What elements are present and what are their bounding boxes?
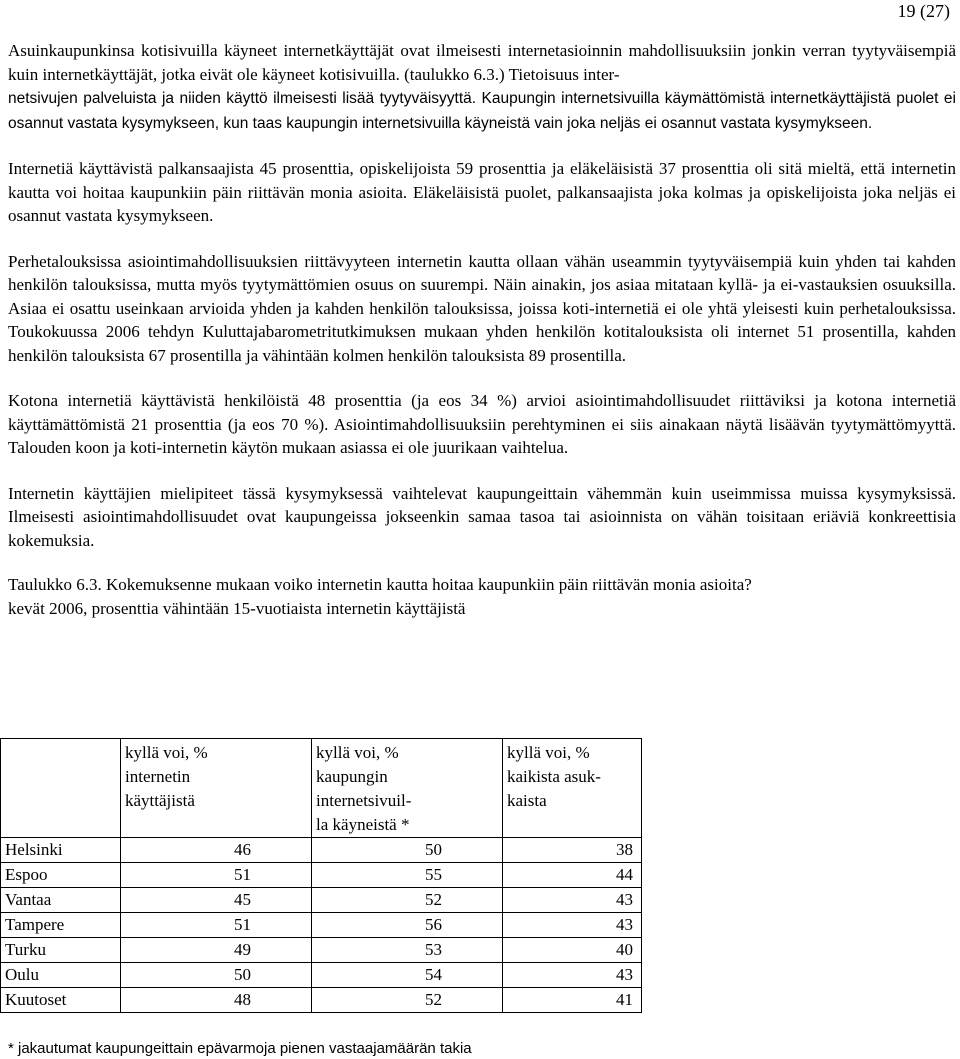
footnote: * jakautumat kaupungeittain epävarmoja pienen vastaajamäärän takia [8,1040,472,1057]
paragraph-3: Perhetalouksissa asiointimahdollisuuksien riittävyyteen internetin kautta ollaan vähän useammin tyytyväisempiä kuin yhden tai kahden henkilön talouksissa, mutta myös tyytymättömien osuus on suurempi. Näin ainakin, jos asiaa mitataan kyllä- ja ei-vastauksien osuuksilla. Asiaa ei osattu useinkaan arvioida yhden ja kahden henkilön talouksissa, joissa koti-internetiä ei ole yhtä yleisesti kuin perhetalouksissa. Toukokuussa 2006 tehdyn Kuluttajabarometritutkimuksen mukaan yhden henkilön kotitalouksista oli internet 51 prosentilla, kahden henkilön talouksista 67 prosentilla ja vähintään kolmen henkilön talouksista 89 prosentilla. [8,251,956,365]
table-cell-site-visitors: 56 [312,913,503,938]
table-cell-site-visitors: 53 [312,938,503,963]
table-row [1,913,642,938]
paragraph-2: Internetiä käyttävistä palkansaajista 45 prosenttia, opiskelijoista 59 prosenttia ja eläkeläisistä 37 prosenttia oli sitä mieltä, että internetin kautta voi hoitaa kaupunkiin päin riittävän monia asioita. Eläkeläisistä puolet, palkansaajista joka kolmas ja opiskelijoista joka neljäs ei osannut vastata kysymykseen. [8,159,956,225]
table-container [0,738,642,1013]
paragraph-1-part-b: netsivujen palveluista ja niiden käyttö ilmeisesti lisää tyytyväisyyttä. [8,90,477,107]
table-caption-subtitle: kevät 2006, prosenttia vähintään 15-vuotiaista internetin käyttäjistä [8,598,466,618]
table-cell-all-residents: 40 [503,938,642,963]
table-header-internet-users: kyllä voi, % internetin käyttäjistä [121,739,312,838]
table-caption [8,573,956,620]
table-cell-all-residents: 43 [503,963,642,988]
table-row [1,938,642,963]
table-row [1,988,642,1013]
table-row [1,963,642,988]
table-cell-all-residents: 43 [503,888,642,913]
table-header-row [1,739,642,838]
table-cell-internet-users: 51 [121,863,312,888]
table-cell-internet-users: 51 [121,913,312,938]
paragraph-5: Internetin käyttäjien mielipiteet tässä kysymyksessä vaihtelevat kaupungeittain vähemmän kuin useimmissa muissa kysymyksissä. Ilmeisesti asiointimahdollisuudet ovat kaupungeissa jokseenkin samaa tasoa tai asioinnista on vähän toisitaan eriäviä konkreettisia kokemuksia. [8,483,956,550]
table-cell-internet-users: 49 [121,938,312,963]
table-header-site-visitors: kyllä voi, % kaupungin internetsivuil- la käyneistä * [312,739,503,838]
table-cell-internet-users: 48 [121,988,312,1013]
table-cell-city: Oulu [1,963,121,988]
table-header-city [1,739,121,838]
table-cell-city: Vantaa [1,888,121,913]
table-row [1,863,642,888]
table-cell-city: Helsinki [1,838,121,863]
table-cell-site-visitors: 52 [312,888,503,913]
results-table [0,738,642,1013]
paragraph-4: Kotona internetiä käyttävistä henkilöistä 48 prosenttia (ja eos 34 %) arvioi asiointimahdollisuudet riittäviksi ja kotona internetiä käyttämättömistä 21 prosenttia (ja eos 70 %). Asiointimahdollisuuksiin perehtyminen ei siis ainakaan näytä lisäävän tyytymättömyyttä. Talouden koon ja koti-internetin käytön mukaan asiassa ei ole juurikaan vaihtelua. [8,391,956,457]
table-cell-all-residents: 38 [503,838,642,863]
table-cell-internet-users: 50 [121,963,312,988]
table-cell-all-residents: 44 [503,863,642,888]
table-cell-internet-users: 46 [121,838,312,863]
table-cell-city: Espoo [1,863,121,888]
table-cell-site-visitors: 50 [312,838,503,863]
table-cell-site-visitors: 55 [312,863,503,888]
table-cell-all-residents: 41 [503,988,642,1013]
table-row [1,888,642,913]
table-cell-city: Kuutoset [1,988,121,1013]
table-row [1,838,642,863]
paragraph-1 [8,39,956,135]
table-header-all-residents: kyllä voi, % kaikista asuk- kaista [503,739,642,838]
table-cell-site-visitors: 52 [312,988,503,1013]
table-caption-title: Taulukko 6.3. Kokemuksenne mukaan voiko internetin kautta hoitaa kaupunkiin päin riittävän monia asioita? [8,575,752,594]
table-cell-city: Turku [1,938,121,963]
page-number: 19 (27) [897,1,950,21]
table-cell-city: Tampere [1,913,121,938]
table-cell-site-visitors: 54 [312,963,503,988]
document-body [8,39,956,620]
paragraph-1-part-a: Asuinkaupunkinsa kotisivuilla käyneet internetkäyttäjät ovat ilmeisesti internetasioinnin mahdollisuuksiin jonkin verran tyytyväisempiä kuin internetkäyttäjät, jotka eivät ole käyneet kotisivuilla. (taulukko 6.3.) Tietoisuus inter- [8,41,956,84]
paragraph-1-part-c: Kaupungin internetsivuilla käymättömistä internetkäyttäjistä puolet ei osannut vastata kysymykseen, kun taas kaupungin internetsivuilla käyneistä vain joka neljäs ei osannut vastata kysymykseen. [8,90,956,132]
table-cell-internet-users: 45 [121,888,312,913]
table-cell-all-residents: 43 [503,913,642,938]
